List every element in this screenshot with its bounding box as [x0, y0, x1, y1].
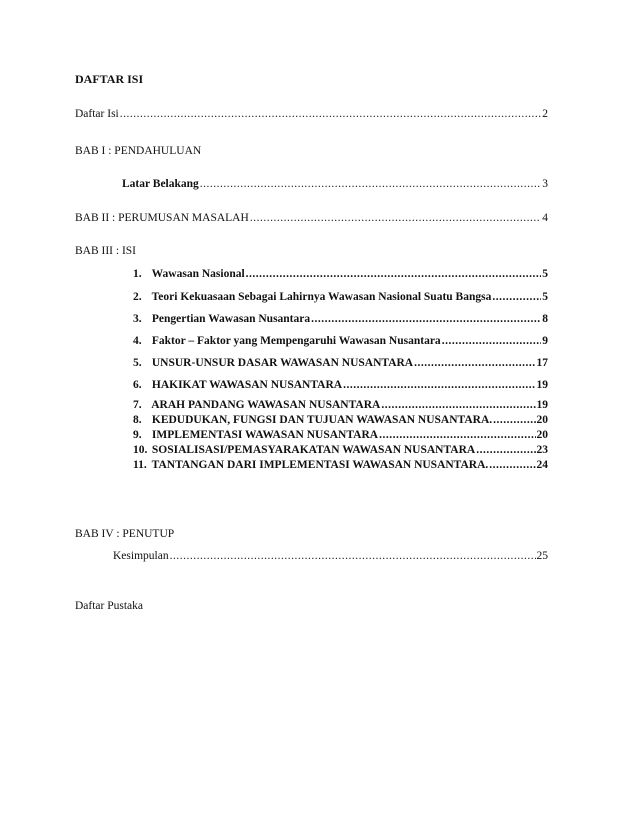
item-number: 9. [133, 429, 142, 441]
toc-label: HAKIKAT WAWASAN NUSANTARA [151, 379, 343, 391]
toc-label: ARAH PANDANG WAWASAN NUSANTARA [151, 399, 381, 411]
item-number: 7. [133, 399, 142, 411]
toc-entry-kesimpulan [113, 550, 548, 562]
dot-leader [120, 108, 542, 120]
toc-entry-latar-belakang [122, 178, 548, 190]
toc-page-number: 20 [536, 429, 548, 441]
item-number: 3. [133, 313, 142, 325]
toc-entry-daftar-isi [75, 108, 548, 120]
toc-label: UNSUR-UNSUR DASAR WAWASAN NUSANTARA [151, 357, 414, 369]
toc-page-number: 5 [542, 268, 548, 280]
item-number: 8. [133, 414, 142, 426]
toc-page-number: 8 [542, 313, 548, 325]
toc-entry-isi-7 [133, 399, 548, 411]
toc-entry-isi-1 [133, 268, 548, 280]
toc-entry-isi-5 [133, 357, 548, 369]
item-number: 4. [133, 335, 142, 347]
toc-page-number: 19 [536, 379, 548, 391]
chapter-heading-bab3: BAB III : ISI [75, 245, 137, 257]
toc-label: Pengertian Wawasan Nusantara [151, 313, 311, 325]
toc-entry-bab2 [75, 212, 548, 224]
dot-leader [414, 357, 535, 369]
toc-label: IMPLEMENTASI WAWASAN NUSANTARA [151, 429, 379, 441]
item-number: 11. [133, 459, 147, 471]
dot-leader [492, 291, 541, 303]
toc-entry-isi-4 [133, 335, 548, 347]
page-title: DAFTAR ISI [75, 72, 144, 86]
dot-leader [476, 444, 535, 456]
item-number: 2. [133, 291, 142, 303]
dot-leader [246, 268, 542, 280]
dot-leader [489, 459, 535, 471]
toc-page-number: 25 [536, 550, 548, 562]
dot-leader [379, 429, 535, 441]
toc-entry-isi-11 [133, 459, 548, 471]
toc-entry-isi-6 [133, 379, 548, 391]
dot-leader [381, 399, 535, 411]
toc-page-number: 2 [542, 108, 548, 120]
toc-entry-isi-3 [133, 313, 548, 325]
toc-label: Faktor – Faktor yang Mempengaruhi Wawasan Nusantara [151, 335, 441, 347]
toc-page-number: 17 [536, 357, 548, 369]
toc-label: Latar Belakang [122, 178, 199, 190]
toc-entry-isi-9 [133, 429, 548, 441]
item-number: 6. [133, 379, 142, 391]
toc-entry-isi-10 [133, 444, 548, 456]
toc-label: Teori Kekuasaan Sebagai Lahirnya Wawasan Nasional Suatu Bangsa [151, 291, 492, 303]
toc-label: BAB II : PERUMUSAN MASALAH [75, 212, 249, 224]
toc-label: KEDUDUKAN, FUNGSI DAN TUJUAN WAWASAN NUSANTARA. [151, 414, 493, 426]
item-number: 5. [133, 357, 142, 369]
dot-leader [493, 414, 535, 426]
chapter-heading-bab1: BAB I : PENDAHULUAN [75, 145, 202, 157]
toc-label: SOSIALISASI/PEMASYARAKATAN WAWASAN NUSANTARA [151, 444, 476, 456]
toc-page-number: 3 [542, 178, 548, 190]
dot-leader [442, 335, 542, 347]
chapter-heading-bab4: BAB IV : PENUTUP [75, 528, 175, 540]
toc-page-number: 5 [542, 291, 548, 303]
item-number: 10. [133, 444, 148, 456]
toc-page-number: 24 [536, 459, 548, 471]
toc-page-number: 20 [536, 414, 548, 426]
dot-leader [311, 313, 541, 325]
dot-leader [200, 178, 541, 190]
dot-leader [170, 550, 536, 562]
toc-page-number: 4 [542, 212, 548, 224]
toc-page-number: 19 [536, 399, 548, 411]
item-number: 1. [133, 268, 142, 280]
toc-page-number: 23 [536, 444, 548, 456]
toc-page-number: 9 [542, 335, 548, 347]
dot-leader [343, 379, 535, 391]
toc-label: Wawasan Nasional [151, 268, 245, 280]
toc-entry-daftar-pustaka: Daftar Pustaka [75, 600, 144, 612]
toc-label: Daftar Isi [75, 108, 119, 120]
toc-entry-isi-8 [133, 414, 548, 426]
dot-leader [250, 212, 541, 224]
toc-label: Kesimpulan [113, 550, 169, 562]
toc-entry-isi-2 [133, 291, 548, 303]
toc-label: TANTANGAN DARI IMPLEMENTASI WAWASAN NUSANTARA. [151, 459, 489, 471]
